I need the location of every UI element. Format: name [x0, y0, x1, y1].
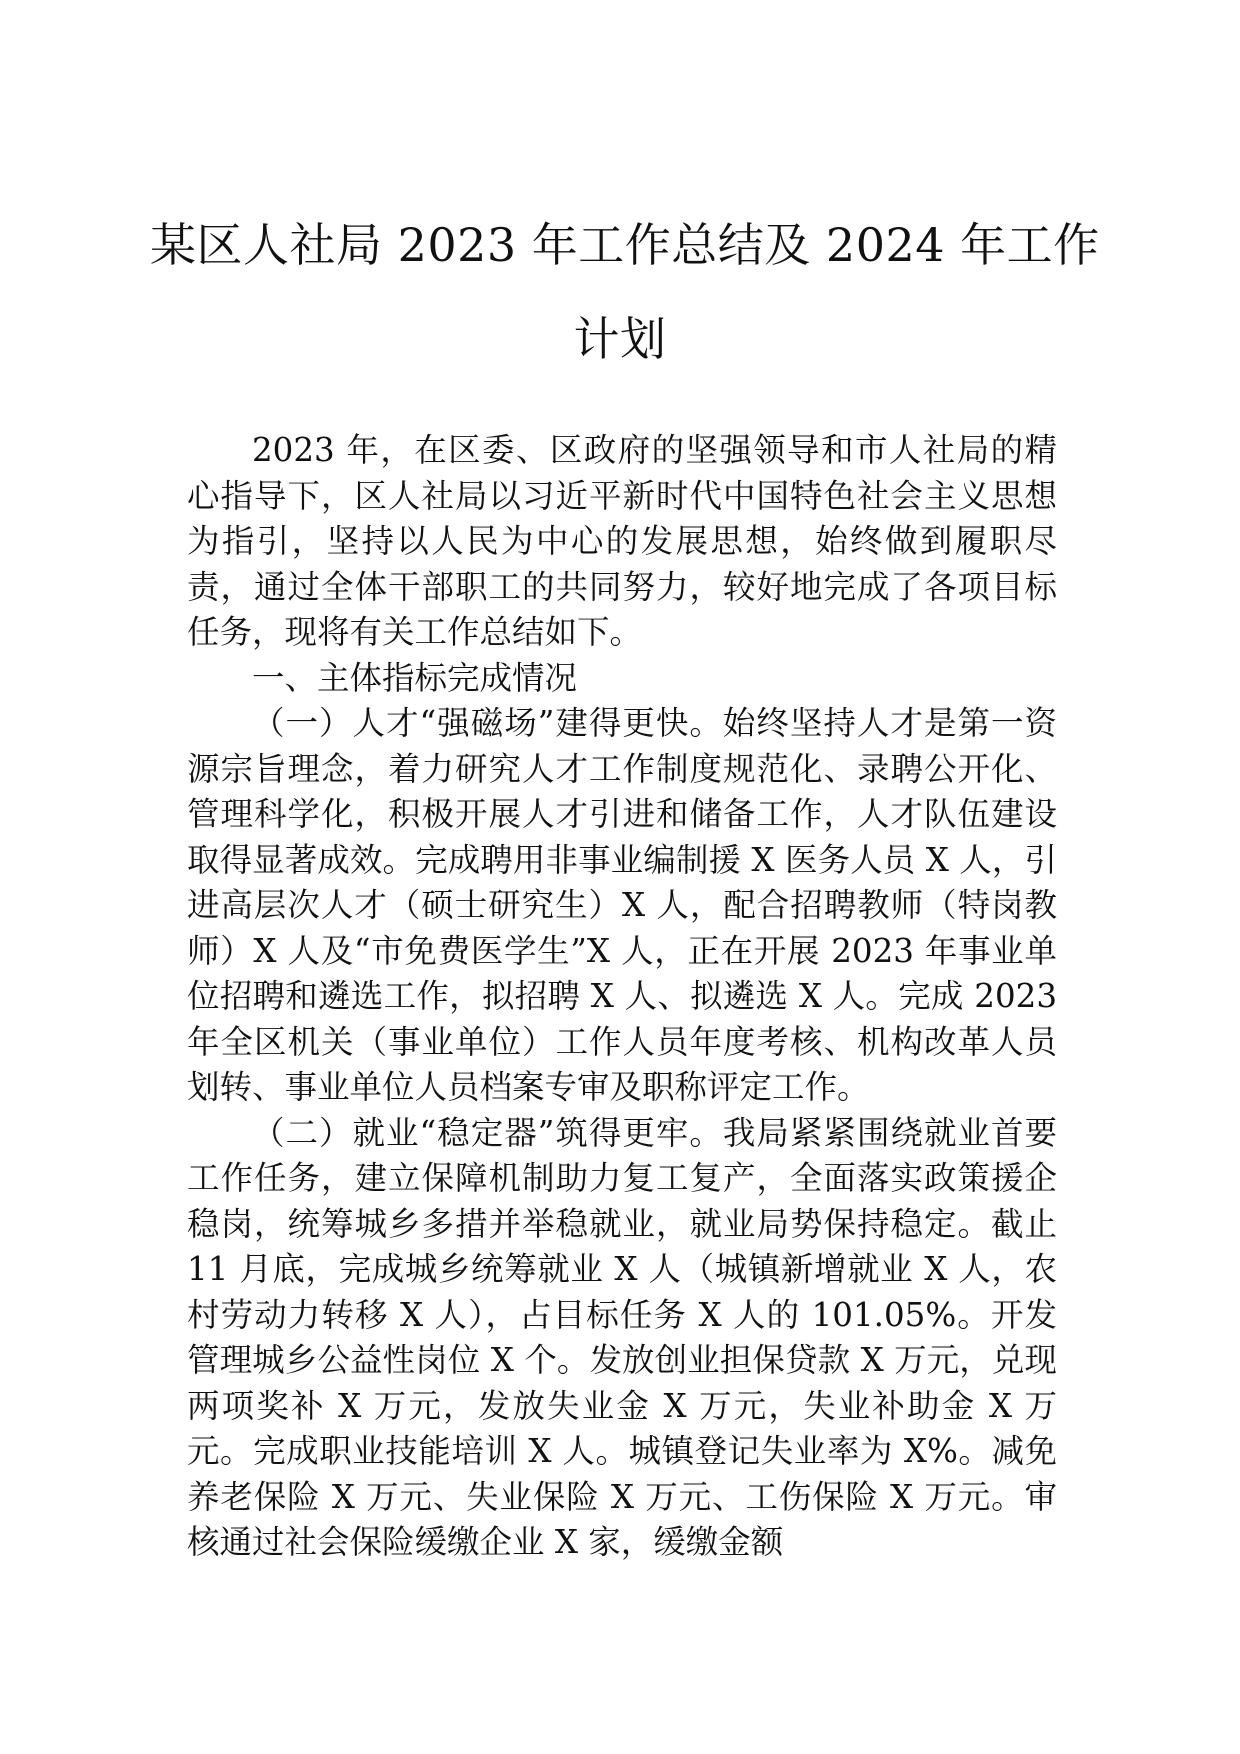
document-body	[187, 428, 1057, 1566]
intro-paragraph: 2023 年，在区委、区政府的坚强领导和市人社局的精心指导下，区人社局以习近平新时代中国特色社会主义思想为指引，坚持以人民为中心的发展思想，始终做到履职尽责，通过全体干部职工的共同努力，较好地完成了各项目标任务，现将有关工作总结如下。	[187, 431, 1057, 651]
paragraph-employment: （二）就业“稳定器”筑得更牢。我局紧紧围绕就业首要工作任务，建立保障机制助力复工复产，全面落实政策援企稳岗，统筹城乡多措并举稳就业，就业局势保持稳定。截止 11 月底，完成城乡统筹就业 X 人（城镇新增就业 X 人，农村劳动力转移 X 人），占目标任务 X 人的 101.05%。开发管理城乡公益性岗位 X 个。发放创业担保贷款 X 万元，兑现两项奖补 X 万元，发放失业金 X 万元，失业补助金 X 万元。完成职业技能培训 X 人。城镇登记失业率为 X%。减免养老保险 X 万元、失业保险 X 万元、工伤保险 X 万元。审核通过社会保险缓缴企业 X 家，缓缴金额	[187, 1113, 1057, 1561]
section-heading-1: 一、主体指标完成情况	[252, 658, 578, 697]
document-title-line-2: 计划	[573, 312, 667, 366]
paragraph-talent: （一）人才“强磁场”建得更快。始终坚持人才是第一资源宗旨理念，着力研究人才工作制度规范化、录聘公开化、管理科学化，积极开展人才引进和储备工作，人才队伍建设取得显著成效。完成聘用非事业编制援 X 医务人员 X 人，引进高层次人才（硕士研究生）X 人，配合招聘教师（特岗教师）X 人及“市免费医学生”X 人，正在开展 2023 年事业单位招聘和遴选工作，拟招聘 X 人、拟遴选 X 人。完成 2023 年全区机关（事业单位）工作人员年度考核、机构改革人员划转、事业单位人员档案专审及职称评定工作。	[187, 704, 1057, 1106]
document-title-line-1: 某区人社局 2023 年工作总结及 2024 年工作	[150, 218, 1100, 272]
